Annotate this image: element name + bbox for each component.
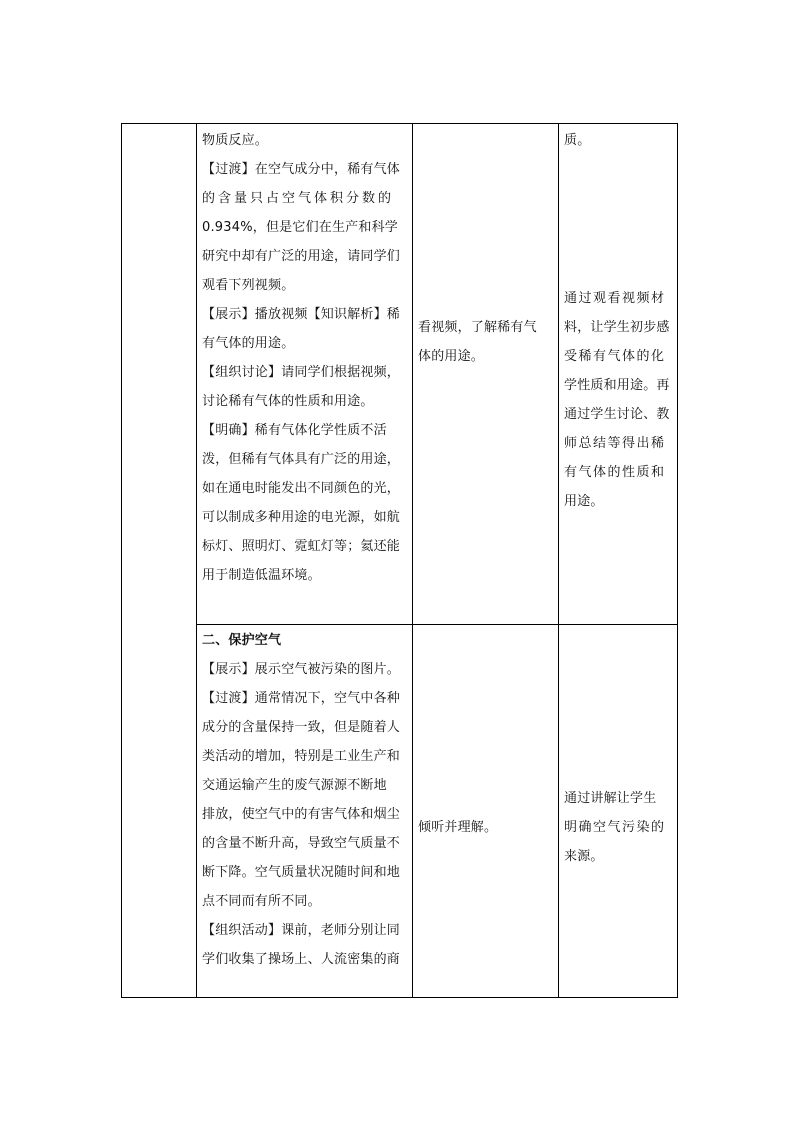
- text-line: 通过学生讨论、教: [564, 407, 670, 422]
- section-title: 二、保护空气: [202, 633, 282, 648]
- text-line: 倾听并理解。: [418, 820, 498, 835]
- text-line: 断下降。空气质量状况随时间和地: [202, 865, 401, 880]
- text-line: 通过讲解让学生: [564, 791, 657, 806]
- text-line: 研究中却有广泛的用途，请同学们: [202, 249, 401, 264]
- teacher-activity-cell-2: [202, 626, 412, 974]
- text-line: 【展示】播放视频【知识解析】稀: [202, 307, 401, 322]
- text-line: 的含量不断升高，导致空气质量不: [202, 836, 401, 851]
- text-line: 如在通电时能发出不同颜色的光，: [202, 481, 401, 496]
- text-line: 交通运输产生的废气源源不断地: [202, 778, 387, 793]
- text-line: 质。: [564, 133, 591, 148]
- text-line: 师总结等得出稀: [564, 436, 666, 451]
- text-line: 【过渡】通常情况下，空气中各种: [202, 691, 401, 706]
- text-line: 明确空气污染的: [564, 820, 666, 835]
- design-intent-cell-2: [564, 784, 676, 871]
- text-line: 类活动的增加，特别是工业生产和: [202, 749, 401, 764]
- text-line: 料，让学生初步感: [564, 320, 670, 335]
- student-activity-cell-1: [418, 313, 558, 371]
- text-line: 的含量只占空气体积分数的: [202, 191, 395, 206]
- text-line: 点不同而有所不同。: [202, 894, 321, 909]
- text-line: 讨论稀有气体的性质和用途。: [202, 394, 374, 409]
- design-intent-cell-1: [564, 284, 676, 516]
- text-line: 【过渡】在空气成分中，稀有气体: [202, 162, 401, 177]
- lesson-plan-table: [121, 123, 678, 998]
- text-line: 学性质和用途。再: [564, 378, 670, 393]
- text-line: 看视频，了解稀有气: [418, 320, 537, 335]
- text-line: 成分的含量保持一致，但是随着人: [202, 720, 401, 735]
- text-line: 观看下列视频。: [202, 278, 295, 293]
- column-divider: [558, 124, 559, 997]
- text-line: 学们收集了操场上、人流密集的商: [202, 952, 401, 967]
- text-line: 标灯、照明灯、霓虹灯等；氦还能: [202, 539, 401, 554]
- text-line: 通过观看视频材: [564, 291, 666, 306]
- text-line: 有气体的性质和: [564, 465, 666, 480]
- text-line: 0.934%，但是它们在生产和科学: [202, 220, 398, 235]
- text-line: 有气体的用途。: [202, 336, 295, 351]
- row-divider: [196, 624, 677, 625]
- text-line: 受稀有气体的化: [564, 349, 666, 364]
- column-divider: [196, 124, 197, 997]
- design-intent-cell-1-top: [564, 126, 674, 155]
- text-line: 【展示】展示空气被污染的图片。: [202, 662, 401, 677]
- column-divider: [412, 124, 413, 997]
- text-line: 体的用途。: [418, 349, 485, 364]
- text-line: 可以制成多种用途的电光源，如航: [202, 510, 401, 525]
- text-line: 用于制造低温环境。: [202, 568, 321, 583]
- text-line: 用途。: [564, 494, 604, 509]
- student-activity-cell-2: [418, 813, 558, 842]
- text-line: 【组织活动】课前，老师分别让同: [202, 923, 401, 938]
- teacher-activity-cell-1: [202, 126, 412, 590]
- text-line: 排放，使空气中的有害气体和烟尘: [202, 807, 401, 822]
- text-line: 【组织讨论】请同学们根据视频，: [202, 365, 401, 380]
- text-line: 来源。: [564, 849, 604, 864]
- text-line: 物质反应。: [202, 133, 269, 148]
- text-line: 【明确】稀有气体化学性质不活: [202, 423, 387, 438]
- text-line: 泼，但稀有气体具有广泛的用途，: [202, 452, 401, 467]
